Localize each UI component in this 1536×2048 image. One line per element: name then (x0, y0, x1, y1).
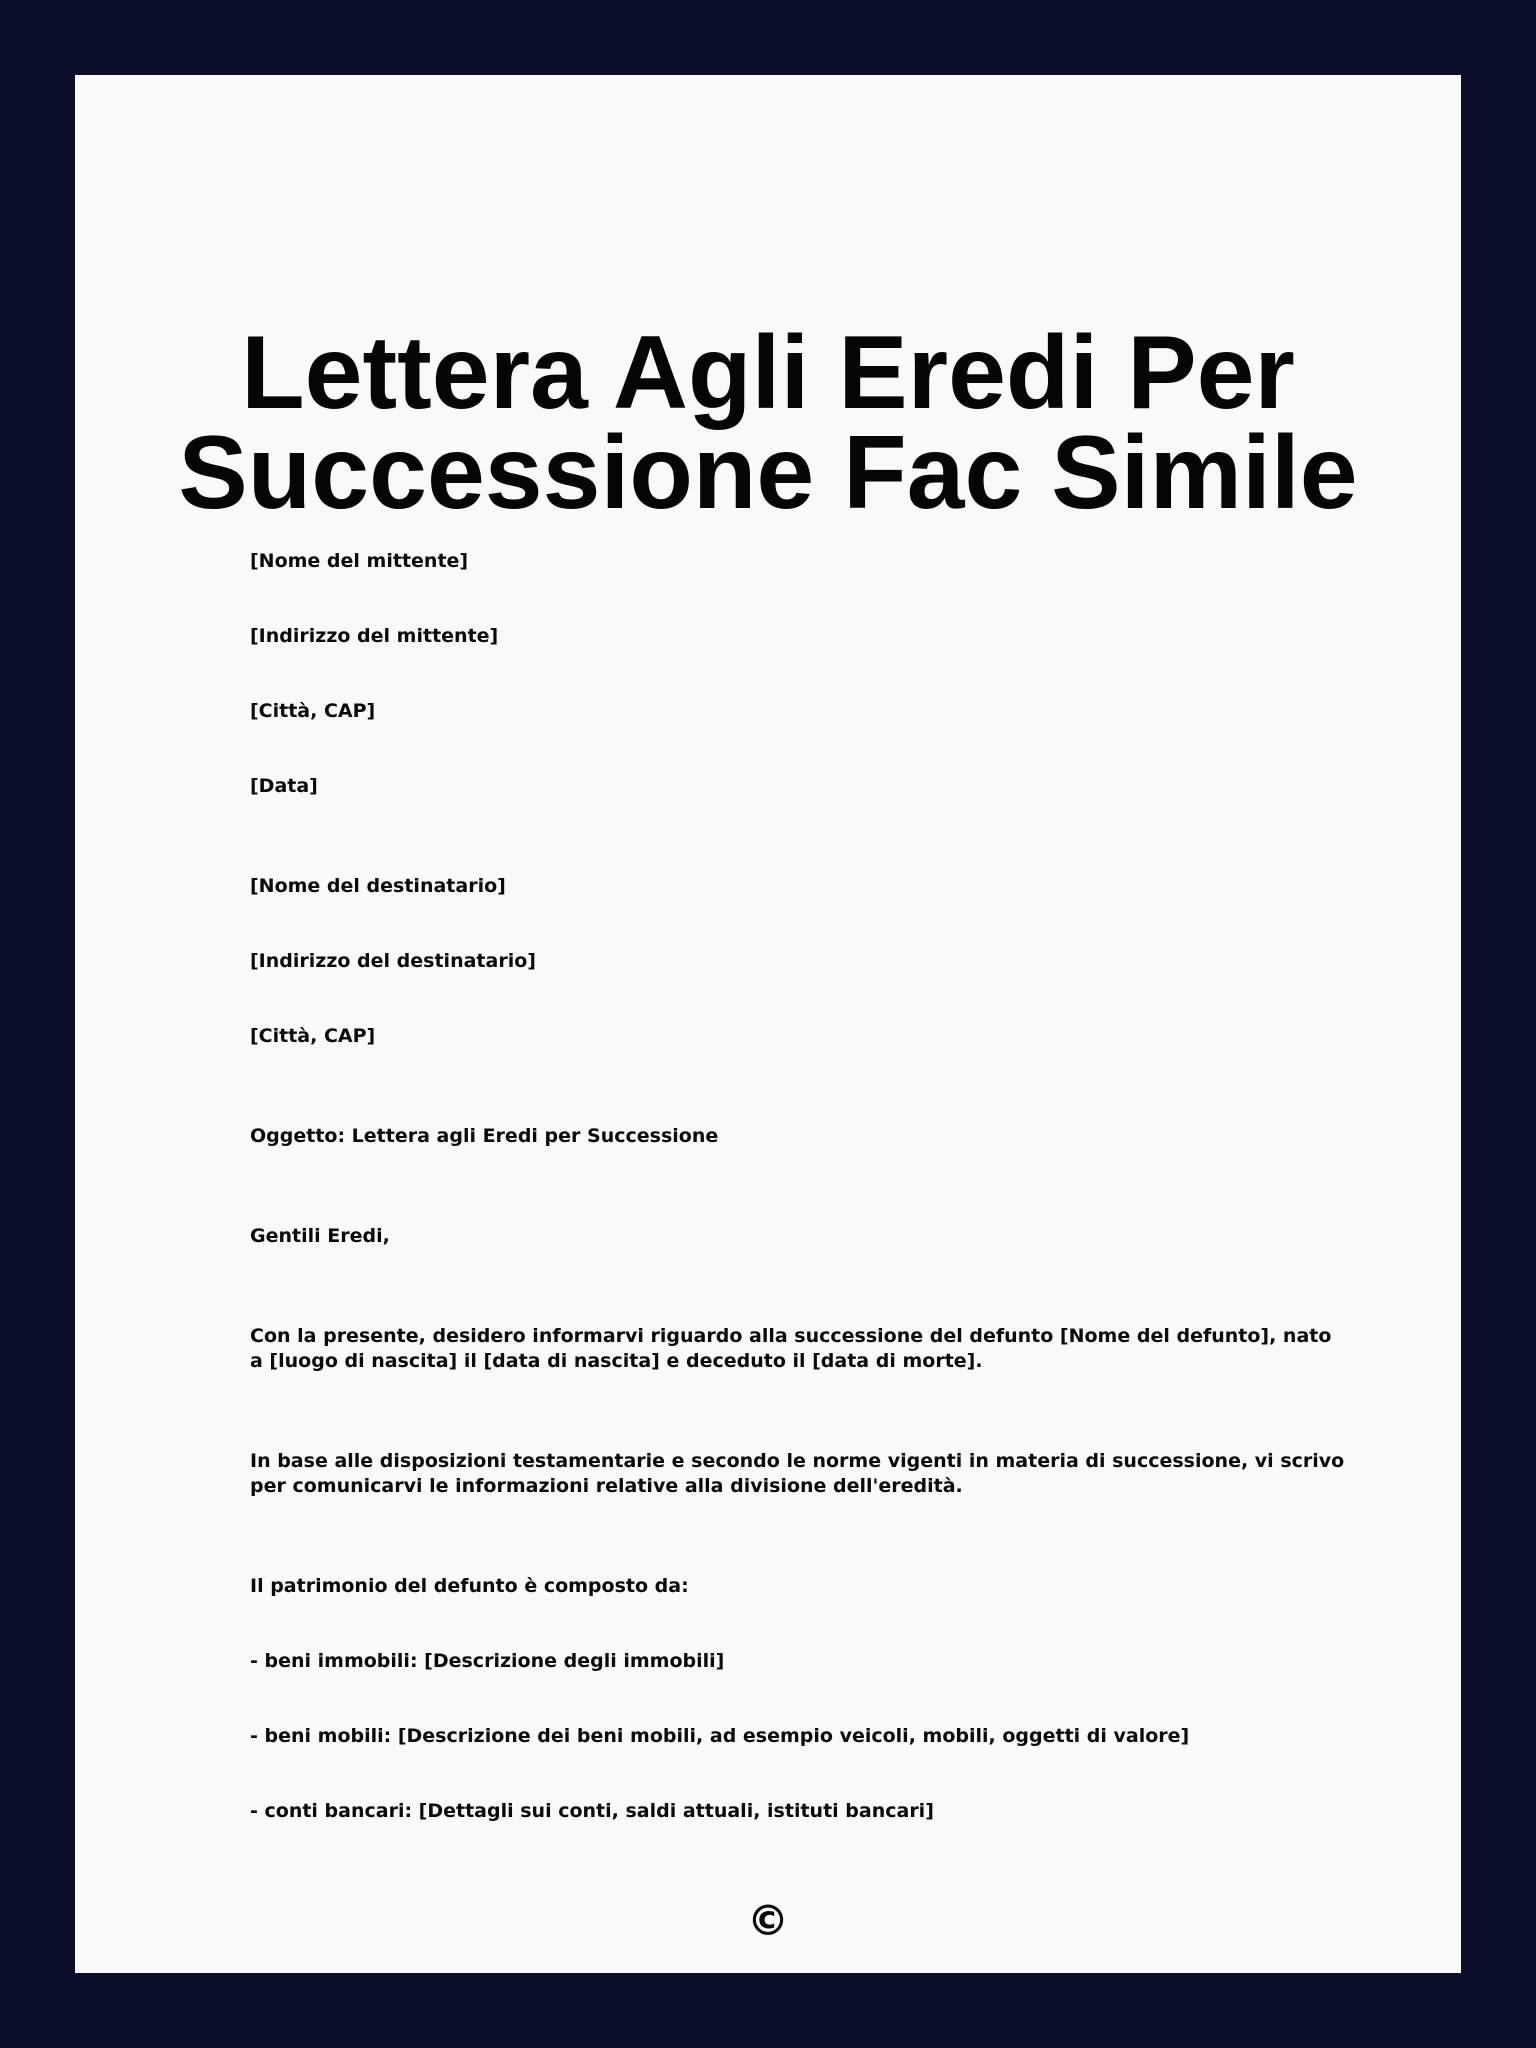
sender-address: [Indirizzo del mittente] (250, 625, 499, 647)
subject-line: Oggetto: Lettera agli Eredi per Successione (250, 1125, 719, 1147)
estate-item-bank-accounts: - conti bancari: [Dettagli sui conti, saldi attuali, istituti bancari] (250, 1800, 934, 1822)
estate-intro: Il patrimonio del defunto è composto da: (250, 1575, 689, 1597)
recipient-name: [Nome del destinatario] (250, 875, 506, 897)
letter-date: [Data] (250, 775, 318, 797)
title-line-2: Successione Fac Simile (178, 415, 1358, 531)
recipient-address: [Indirizzo del destinatario] (250, 950, 536, 972)
document-page (75, 75, 1461, 1973)
recipient-city: [Città, CAP] (250, 1025, 376, 1047)
sender-city: [Città, CAP] (250, 700, 376, 722)
paragraph-succession: Con la presente, desidero informarvi riguardo alla successione del defunto [Nome del defunto], nato a [luogo di nascita] il [data di nascita] e deceduto il [data di morte]. (250, 1325, 1332, 1372)
document-title (75, 315, 1461, 531)
sender-name: [Nome del mittente] (250, 550, 469, 572)
estate-item-movables: - beni mobili: [Descrizione dei beni mobili, ad esempio veicoli, mobili, oggetti di valore] (250, 1725, 1190, 1747)
paragraph-inheritance: In base alle disposizioni testamentarie e secondo le norme vigenti in materia di successione, vi scrivo per comunicarvi le informazioni relative alla divisione dell'eredità. (250, 1450, 1345, 1497)
title-line-1: Lettera Agli Eredi Per (241, 315, 1295, 431)
copyright-icon: © (747, 1896, 789, 1945)
salutation: Gentili Eredi, (250, 1225, 390, 1247)
estate-item-real-estate: - beni immobili: [Descrizione degli immobili] (250, 1650, 725, 1672)
